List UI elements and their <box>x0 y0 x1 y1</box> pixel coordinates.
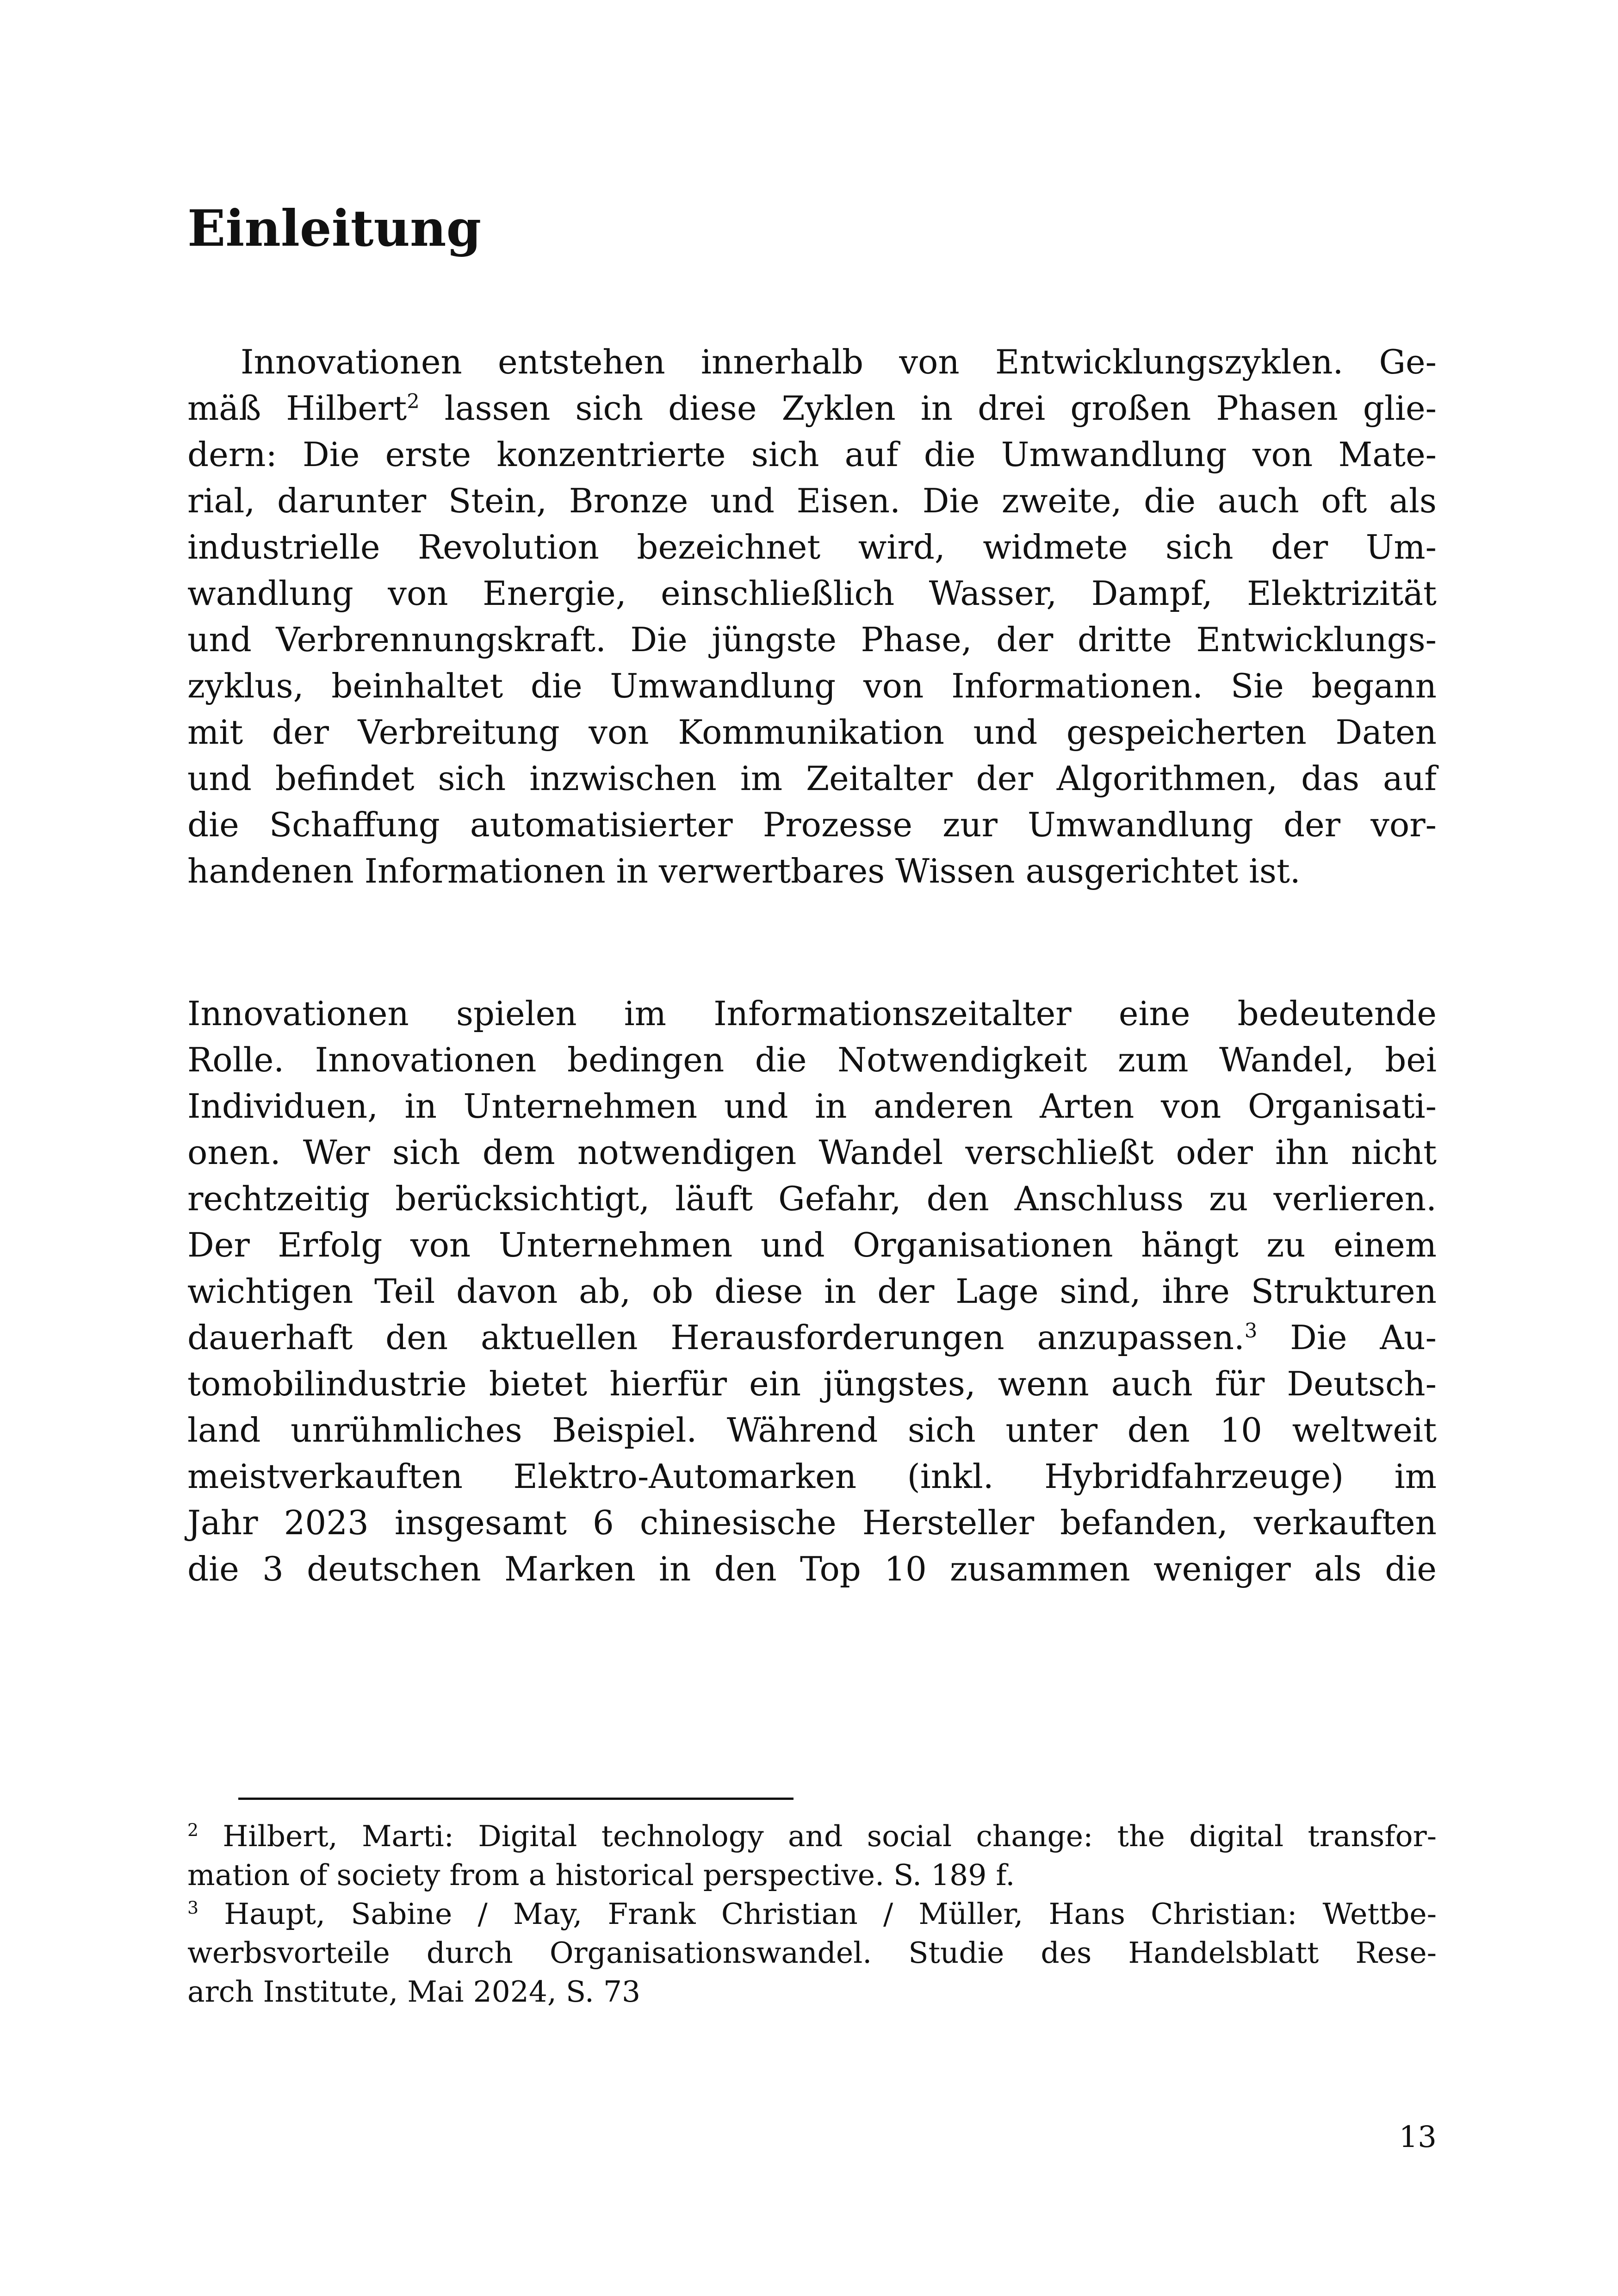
text-fragment: lassen sich diese Zyklen in drei großen Phasen glie- <box>444 389 1437 428</box>
text-line: meistverkauften Elektro-Automarken (inkl. Hybridfahrzeuge) im <box>187 1457 1437 1496</box>
footnote-number: 2 <box>187 1820 199 1840</box>
footnote-divider <box>238 1798 794 1800</box>
text-line: Der Erfolg von Unternehmen und Organisationen hängt zu einem <box>187 1226 1437 1264</box>
text-line: Individuen, in Unternehmen und in anderen Arten von Organisati- <box>187 1087 1437 1126</box>
text-line: Innovationen entstehen innerhalb von Entwicklungszyklen. Ge- <box>241 342 1437 381</box>
text-line: rial, darunter Stein, Bronze und Eisen. Die zweite, die auch oft als <box>187 481 1437 520</box>
footnotes <box>187 1817 1437 2011</box>
text-fragment: Die Au- <box>1290 1318 1437 1357</box>
paragraph-2 <box>187 990 1437 1592</box>
footnote-text: werbsvorteile durch Organisationswandel. Studie des Handelsblatt Rese- <box>187 1936 1437 1970</box>
page-number: 13 <box>1399 2120 1437 2154</box>
text-line: zyklus, beinhaltet die Umwandlung von Informationen. Sie begann <box>187 666 1437 705</box>
text-line: onen. Wer sich dem notwendigen Wandel verschließt oder ihn nicht <box>187 1133 1437 1172</box>
paragraph-1 <box>187 339 1437 894</box>
footnote-ref-3: 3 <box>1244 1319 1258 1343</box>
text-line <box>187 1314 1437 1361</box>
text-fragment: dauerhaft den aktuellen Herausforderungen anzupassen. <box>187 1318 1245 1357</box>
text-line <box>187 385 1437 431</box>
text-line: land unrühmliches Beispiel. Während sich unter den 10 weltweit <box>187 1411 1437 1450</box>
footnote-3 <box>187 1895 1437 1934</box>
text-line: wichtigen Teil davon ab, ob diese in der Lage sind, ihre Strukturen <box>187 1272 1437 1311</box>
text-line: handenen Informationen in verwertbares Wissen ausgerichtet ist. <box>187 852 1301 890</box>
footnote-number: 3 <box>187 1898 199 1918</box>
footnote-2 <box>187 1817 1437 1856</box>
text-line: tomobilindustrie bietet hierfür ein jüngstes, wenn auch für Deutsch- <box>187 1364 1437 1403</box>
footnote-text: mation of society from a historical perspective. S. 189 f. <box>187 1858 1015 1892</box>
text-line: Jahr 2023 insgesamt 6 chinesische Hersteller befanden, verkauften <box>187 1503 1437 1542</box>
text-line: Rolle. Innovationen bedingen die Notwendigkeit zum Wandel, bei <box>187 1040 1437 1079</box>
text-line: rechtzeitig berücksichtigt, läuft Gefahr, den Anschluss zu verlieren. <box>187 1179 1437 1218</box>
text-line: industrielle Revolution bezeichnet wird, widmete sich der Um- <box>187 528 1437 566</box>
text-line: mit der Verbreitung von Kommunikation und gespeicherten Daten <box>187 713 1437 752</box>
footnote-ref-2: 2 <box>407 390 420 413</box>
footnote-text: Hilbert, Marti: Digital technology and social change: the digital transfor- <box>223 1819 1437 1853</box>
footnote-text: Haupt, Sabine / May, Frank Christian / Müller, Hans Christian: Wettbe- <box>224 1897 1437 1931</box>
text-line: Innovationen spielen im Informationszeitalter eine bedeutende <box>187 994 1437 1033</box>
text-line: dern: Die erste konzentrierte sich auf die Umwandlung von Mate- <box>187 435 1437 474</box>
text-line: die 3 deutschen Marken in den Top 10 zusammen weniger als die <box>187 1549 1437 1588</box>
text-line: und Verbrennungskraft. Die jüngste Phase, der dritte Entwicklungs- <box>187 620 1437 659</box>
text-fragment: mäß Hilbert <box>187 389 407 428</box>
text-line: die Schaffung automatisierter Prozesse zur Umwandlung der vor- <box>187 805 1437 844</box>
chapter-heading: Einleitung <box>187 199 482 258</box>
footnote-text: arch Institute, Mai 2024, S. 73 <box>187 1975 641 2009</box>
text-line: und befindet sich inzwischen im Zeitalter der Algorithmen, das auf <box>187 759 1437 798</box>
text-line: wandlung von Energie, einschließlich Wasser, Dampf, Elektrizität <box>187 574 1437 613</box>
